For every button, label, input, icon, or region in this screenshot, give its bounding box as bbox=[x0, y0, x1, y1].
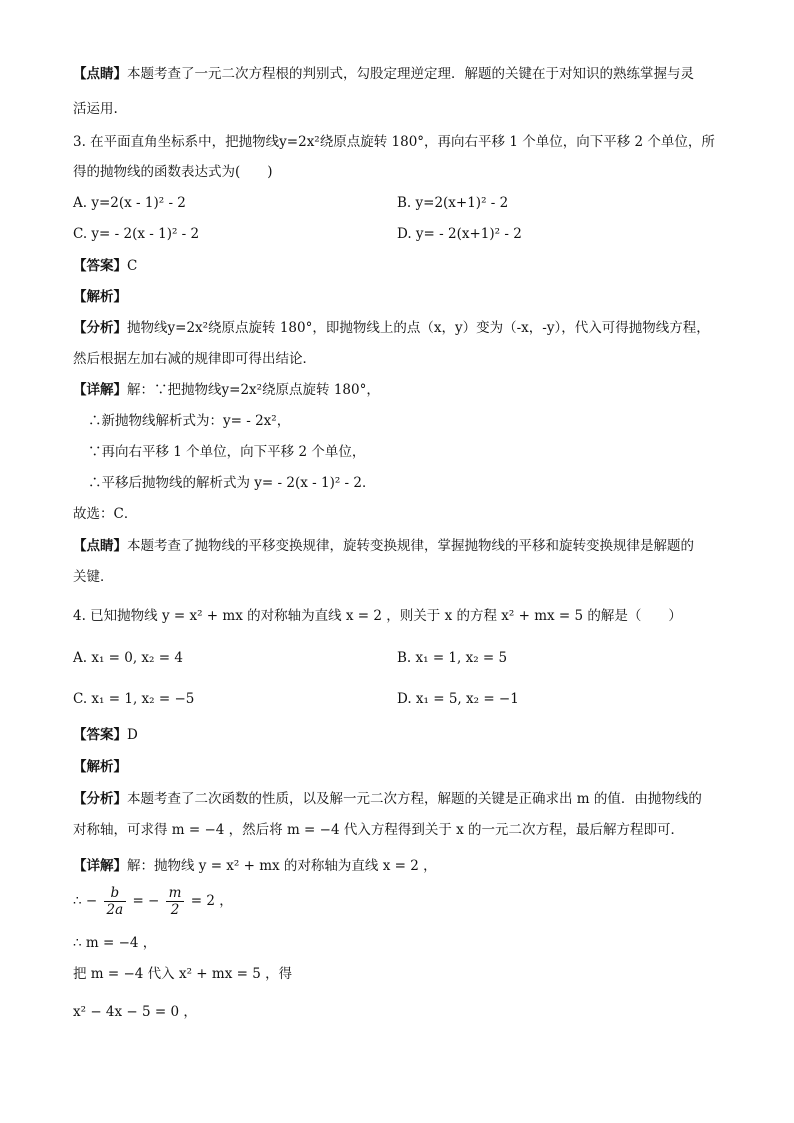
question-3-stem: 得的抛物线的函数表达式为( ) bbox=[73, 164, 273, 180]
line-text: 本题考查了一元二次方程根的判别式，勾股定理逆定理．解题的关键在于对知识的熟练掌握与灵 bbox=[127, 66, 694, 82]
q3-option-b: B. y=2(x+1)² - 2 bbox=[397, 195, 509, 211]
q4-option-a: A. x₁ = 0, x₂ = 4 bbox=[73, 650, 183, 666]
answer-line bbox=[73, 257, 734, 275]
text-line: 对称轴，可求得 m = −4 ，然后将 m = −4 代入方程得到关于 x 的一元二次方程，最后解方程即可． bbox=[73, 822, 685, 838]
section-tag: 【答案】 bbox=[73, 258, 127, 274]
text-line: ∴新抛物线解析式为：y= - 2x²， bbox=[88, 413, 291, 429]
analysis-heading bbox=[73, 288, 734, 306]
section-tag: 【解析】 bbox=[73, 289, 127, 305]
q3-option-c: C. y= - 2(x - 1)² - 2 bbox=[73, 226, 200, 242]
fraction-numerator: m bbox=[166, 885, 185, 902]
fraction-equation bbox=[73, 885, 233, 918]
section-tag: 【分析】 bbox=[73, 791, 127, 807]
section-tag: 【答案】 bbox=[73, 727, 127, 743]
section-tag: 【解析】 bbox=[73, 759, 127, 775]
q4-option-b: B. x₁ = 1, x₂ = 5 bbox=[397, 650, 508, 666]
equation-middle: = − bbox=[132, 893, 160, 909]
answer-line bbox=[73, 726, 734, 744]
q4-option-c: C. x₁ = 1, x₂ = −5 bbox=[73, 691, 195, 707]
text-line: ∴平移后抛物线的解析式为 y= - 2(x - 1)² - 2． bbox=[88, 475, 376, 491]
line-text: 本题考查了二次函数的性质，以及解一元二次方程，解题的关键是正确求出 m 的值．由抛物线的 bbox=[127, 791, 702, 807]
text-line: ∴ m = −4 ， bbox=[73, 935, 157, 951]
section-tag: 【点睛】 bbox=[73, 538, 127, 554]
analysis-heading bbox=[73, 758, 734, 776]
q3-option-a: A. y=2(x - 1)² - 2 bbox=[73, 195, 186, 211]
text-line bbox=[73, 537, 734, 555]
section-tag: 【详解】 bbox=[73, 858, 127, 874]
text-line: ∵再向右平移 1 个单位，向下平移 2 个单位， bbox=[88, 444, 366, 460]
line-text: 抛物线y=2x²绕原点旋转 180°，即抛物线上的点（x，y）变为（-x，-y），代入可得抛物线方程， bbox=[127, 320, 710, 336]
fraction bbox=[104, 885, 127, 918]
text-line bbox=[73, 857, 734, 875]
line-text: 本题考查了抛物线的平移变换规律，旋转变换规律，掌握抛物线的平移和旋转变换规律是解题的 bbox=[127, 538, 694, 554]
text-line: 把 m = −4 代入 x² + mx = 5 ，得 bbox=[73, 966, 293, 982]
q4-option-d: D. x₁ = 5, x₂ = −1 bbox=[397, 691, 519, 707]
equation-prefix: ∴ − bbox=[73, 893, 98, 909]
line-text: D bbox=[127, 727, 138, 743]
text-line: 关键． bbox=[73, 569, 114, 585]
question-4-stem: 4. 已知抛物线 y = x² + mx 的对称轴为直线 x = 2 ，则关于 x 的方程 x² + mx = 5 的解是（ ） bbox=[73, 608, 682, 624]
text-line bbox=[73, 65, 734, 83]
text-line: x² − 4x − 5 = 0 ， bbox=[73, 1004, 197, 1020]
line-text: C bbox=[127, 258, 138, 274]
section-tag: 【点睛】 bbox=[73, 66, 127, 82]
section-tag: 【分析】 bbox=[73, 320, 127, 336]
q3-option-d: D. y= - 2(x+1)² - 2 bbox=[397, 226, 522, 242]
equation-suffix: = 2 ， bbox=[190, 893, 233, 909]
text-line bbox=[73, 790, 734, 808]
line-text: 解：抛物线 y = x² + mx 的对称轴为直线 x = 2 ， bbox=[127, 858, 437, 874]
text-line: 然后根据左加右减的规律即可得出结论． bbox=[73, 351, 316, 367]
question-3-stem: 3. 在平面直角坐标系中，把抛物线y=2x²绕原点旋转 180°，再向右平移 1 个单位，向下平移 2 个单位，所 bbox=[73, 134, 715, 150]
line-text: 解：∵把抛物线y=2x²绕原点旋转 180°， bbox=[127, 382, 380, 398]
fraction bbox=[166, 885, 185, 918]
section-tag: 【详解】 bbox=[73, 382, 127, 398]
fraction-numerator: b bbox=[104, 885, 127, 902]
text-line: 活运用. bbox=[73, 101, 118, 117]
text-line bbox=[73, 381, 734, 399]
fraction-denominator: 2a bbox=[106, 902, 124, 918]
fraction-denominator: 2 bbox=[170, 902, 180, 918]
text-line: 故选：C． bbox=[73, 506, 138, 522]
text-line bbox=[73, 319, 734, 337]
